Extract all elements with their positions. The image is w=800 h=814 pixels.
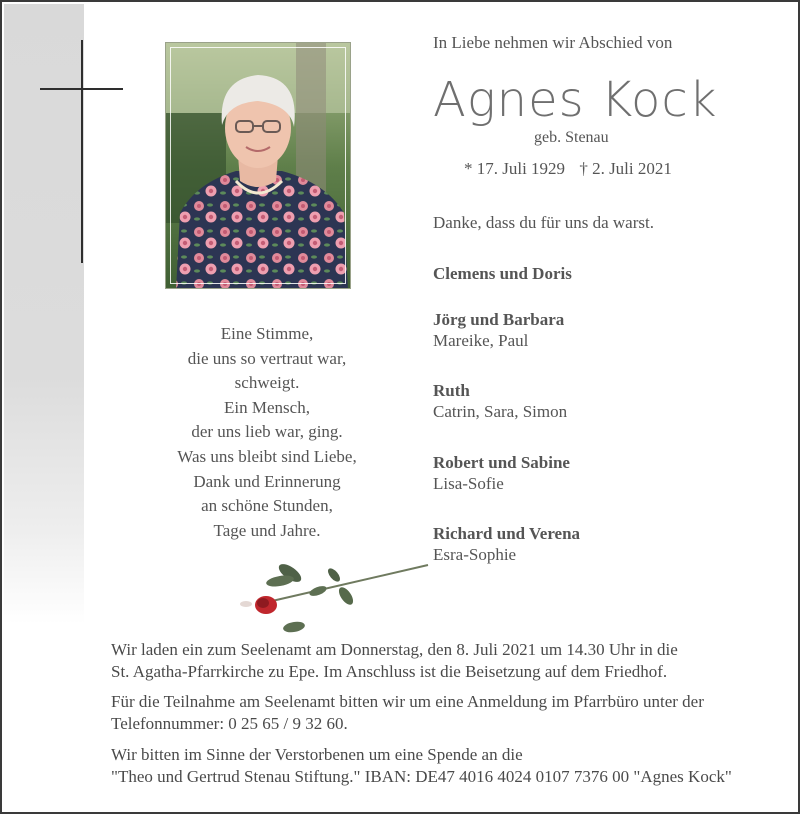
rose-illustration [232,555,437,637]
family-children: Mareike, Paul [433,331,529,350]
thanks-line: Danke, dass du für uns da warst. [433,213,654,232]
death-date: † 2. Juli 2021 [579,159,672,178]
side-band [4,4,84,624]
family-children: Esra-Sophie [433,545,517,564]
intro-text: In Liebe nehmen wir Abschied von [433,33,673,52]
poem-line: Tage und Jahre. [213,520,321,540]
donation-line: "Theo und Gertrud Stenau Stiftung." IBAN: DE47 4016 4024 0107 7376 00 "Agnes Kock" [111,766,732,786]
cross-icon-bar [40,88,123,90]
family-names: Robert und Sabine [433,453,570,472]
poem-line: Dank und Erinnerung [193,471,341,491]
donation-info [111,744,732,787]
poem-line: Ein Mensch, [224,397,310,417]
registration-info [111,691,704,734]
registration-line: Telefonnummer: 0 25 65 / 9 32 60. [111,713,348,733]
poem [152,322,382,543]
family-children: Lisa-Sofie [433,474,504,493]
registration-line: Für die Teilnahme am Seelenamt bitten wir um eine Anmeldung im Pfarrbüro unter der [111,692,704,711]
family-group [433,452,570,494]
family-group [433,309,564,351]
poem-line: die uns so vertraut war, [187,348,347,368]
poem-line: Eine Stimme, [220,324,314,343]
photo-frame [170,47,346,284]
family-names: Ruth [433,381,470,400]
poem-line: der uns lieb war, ging. [191,422,343,442]
family-group [433,263,572,284]
family-names: Jörg und Barbara [433,310,565,329]
cross-icon [81,40,83,263]
donation-line: Wir bitten im Sinne der Verstorbenen um eine Spende an die [111,745,523,764]
family-children: Catrin, Sara, Simon [433,402,568,421]
service-info [111,639,678,682]
deceased-name: Agnes Kock [433,72,718,128]
poem-line: Was uns bleibt sind Liebe, [177,446,357,466]
family-names: Richard und Verena [433,524,581,543]
poem-line: an schöne Stunden, [201,496,333,516]
service-line: St. Agatha-Pfarrkirche zu Epe. Im Anschluss ist die Beisetzung auf dem Friedhof. [111,661,668,681]
family-group [433,523,580,565]
birth-name: geb. Stenau [534,129,609,146]
portrait-photo [165,42,351,289]
family-group [433,380,567,422]
life-dates [464,159,672,179]
rose-image [232,555,437,637]
poem-line: schweigt. [234,373,300,393]
birth-date: * 17. Juli 1929 [464,159,566,178]
family-names: Clemens und Doris [433,264,572,283]
service-line: Wir laden ein zum Seelenamt am Donnerstag, den 8. Juli 2021 um 14.30 Uhr in die [111,640,678,659]
